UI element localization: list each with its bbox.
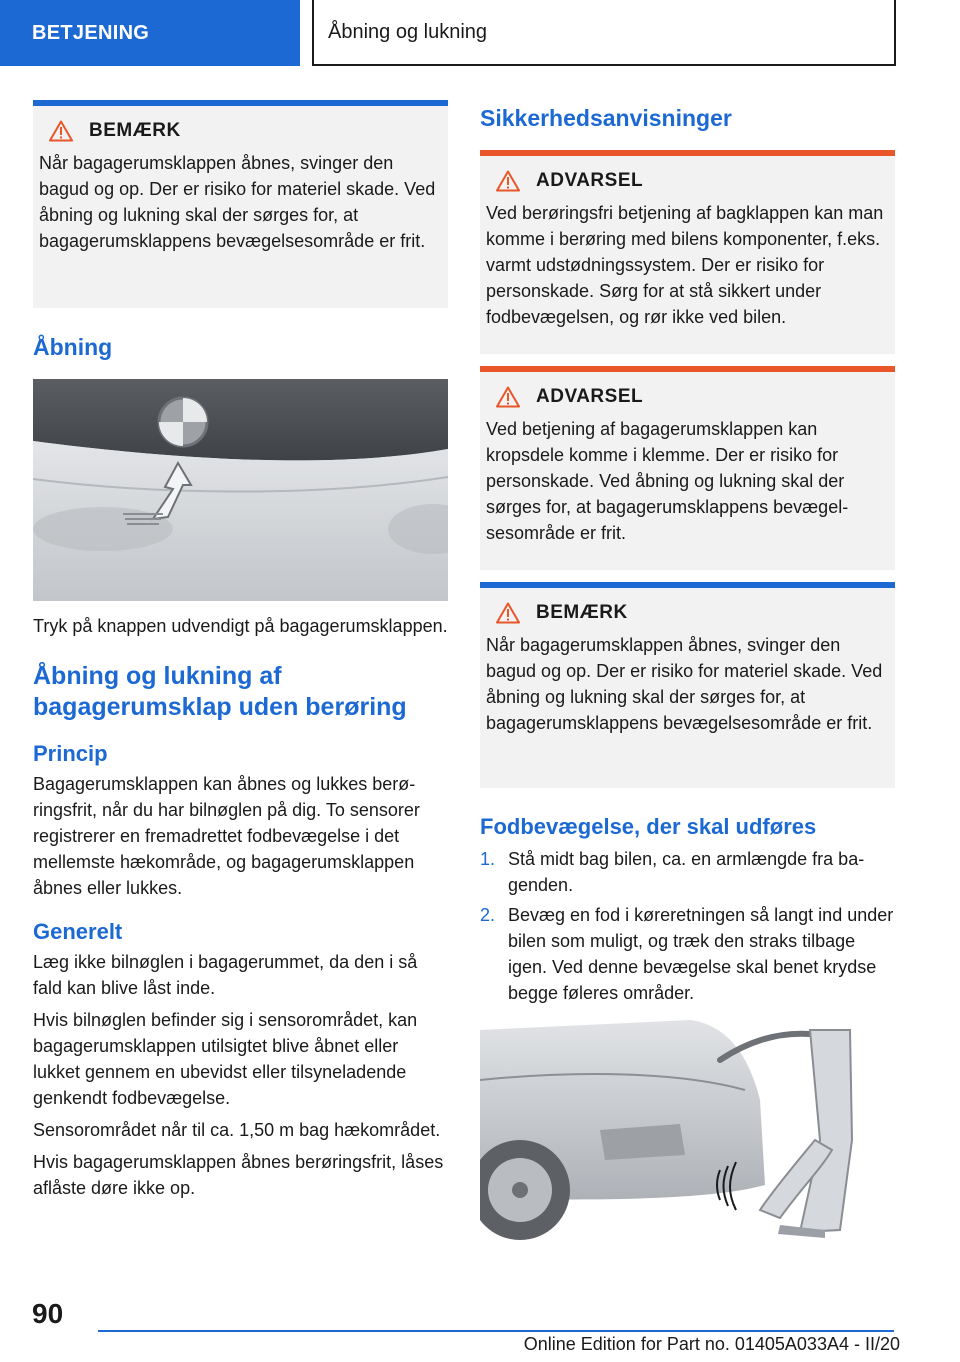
notice-header <box>39 120 440 142</box>
notice-header <box>486 602 887 624</box>
car-rear-illustration <box>33 379 448 601</box>
notice-text: Når bagagerumsklappen åbnes, svinger den bagud og op. Der er risiko for materiel skade. Ved åbning og lukning skal der sørges for, at bagagerumsklappens bevægelsesområde er frit. <box>39 153 436 251</box>
notice-title: BEMÆRK <box>536 602 628 623</box>
step-number: 2. <box>480 905 496 925</box>
warning-title: ADVARSEL <box>536 170 644 191</box>
left-column <box>33 100 448 1201</box>
notice-title: BEMÆRK <box>89 120 181 141</box>
page-header <box>312 0 896 66</box>
tailgate-button-illustration <box>33 379 448 601</box>
image-caption: Tryk på knappen udvendigt på bagagerumsklappen. <box>33 616 448 636</box>
step-text: Bevæg en fod i køreretningen så langt ind under bilen som muligt, og træk den straks tilbage igen. Ved denne bevægelse skal benet krydse begge føleres områder. <box>508 905 894 1003</box>
warning-triangle-icon <box>496 602 520 624</box>
warning-title: ADVARSEL <box>536 386 644 407</box>
section-tab <box>0 0 300 66</box>
warning-box <box>480 150 895 354</box>
notice-text: Når bagagerumsklappen åbnes, svinger den bagud og op. Der er risiko for materiel skade. Ved åbning og lukning skal der sørges for, at bagagerumsklappens bevægelsesområde er frit. <box>486 635 883 733</box>
warning-text: Ved berøringsfri betjening af bagklappen kan man komme i berøring med bilens komponenter, f.eks. varmt udstødningssystem. Der er risiko for personskade. Sørg for at stå sikkert under fodbevægelsen, og rør ikke ved bilen. <box>486 203 884 327</box>
heading-opening: Åbning <box>33 334 113 360</box>
general-paragraph: Læg ikke bilnøglen i bagagerummet, da den i så fald kan blive låst inde. <box>33 952 418 998</box>
warning-header <box>486 386 887 408</box>
warning-triangle-icon <box>496 170 520 192</box>
steps-list <box>480 846 895 1006</box>
notice-box <box>33 100 448 308</box>
heading-general: Generelt <box>33 919 123 944</box>
step-text: Stå midt bag bilen, ca. en armlængde fra bagenden. <box>508 849 865 895</box>
heading-touchless: Åbning og lukning af bagagerumsklap uden berøring <box>33 662 407 721</box>
notice-box <box>480 582 895 788</box>
list-item <box>480 902 895 1006</box>
general-paragraph: Sensorområdet når til ca. 1,50 m bag hækområdet. <box>33 1120 441 1140</box>
section-label: BETJENING <box>32 21 150 44</box>
warning-box <box>480 366 895 570</box>
step-number: 1. <box>480 849 496 869</box>
warning-triangle-icon <box>496 386 520 408</box>
warning-header <box>486 170 887 192</box>
foot-movement-illustration <box>480 1020 895 1242</box>
general-paragraph: Hvis bilnøglen befinder sig i sensorområdet, kan bagagerumsklappen utilsigtet blive åbnet eller lukket gennem en ubevidst eller tilsyneladende genkendt fodbevægelse. <box>33 1010 418 1108</box>
right-column <box>480 100 895 1242</box>
heading-foot-movement: Fodbevægelse, der skal udføres <box>480 814 817 839</box>
page-number: 90 <box>32 1298 64 1329</box>
heading-safety: Sikkerhedsanvisninger <box>480 105 732 131</box>
page-title: Åbning og lukning <box>328 20 488 43</box>
warning-text: Ved betjening af bagagerumsklappen kan kropsdele komme i klemme. Der er risiko for personskade. Ved åbning og lukning skal der sørges for, at bagagerumsklappens bevægelsesområde er frit. <box>486 419 849 543</box>
general-paragraph: Hvis bagagerumsklappen åbnes berøringsfrit, låses aflåste døre ikke op. <box>33 1152 444 1198</box>
edition-text: Online Edition for Part no. 01405A033A4 - II/20 <box>523 1334 900 1354</box>
principle-text: Bagagerumsklappen kan åbnes og lukkes berøringsfrit, når du har bilnøglen på dig. To sensorer registrerer en fremadrettet fodbevægelse i det mellemste hækområde, og bagagerumsklappen åbnes eller lukkes. <box>33 774 420 898</box>
car-foot-illustration <box>480 1020 895 1242</box>
heading-principle: Princip <box>33 741 108 766</box>
footer-divider <box>98 1330 894 1332</box>
list-item <box>480 846 895 898</box>
warning-triangle-icon <box>49 120 73 142</box>
